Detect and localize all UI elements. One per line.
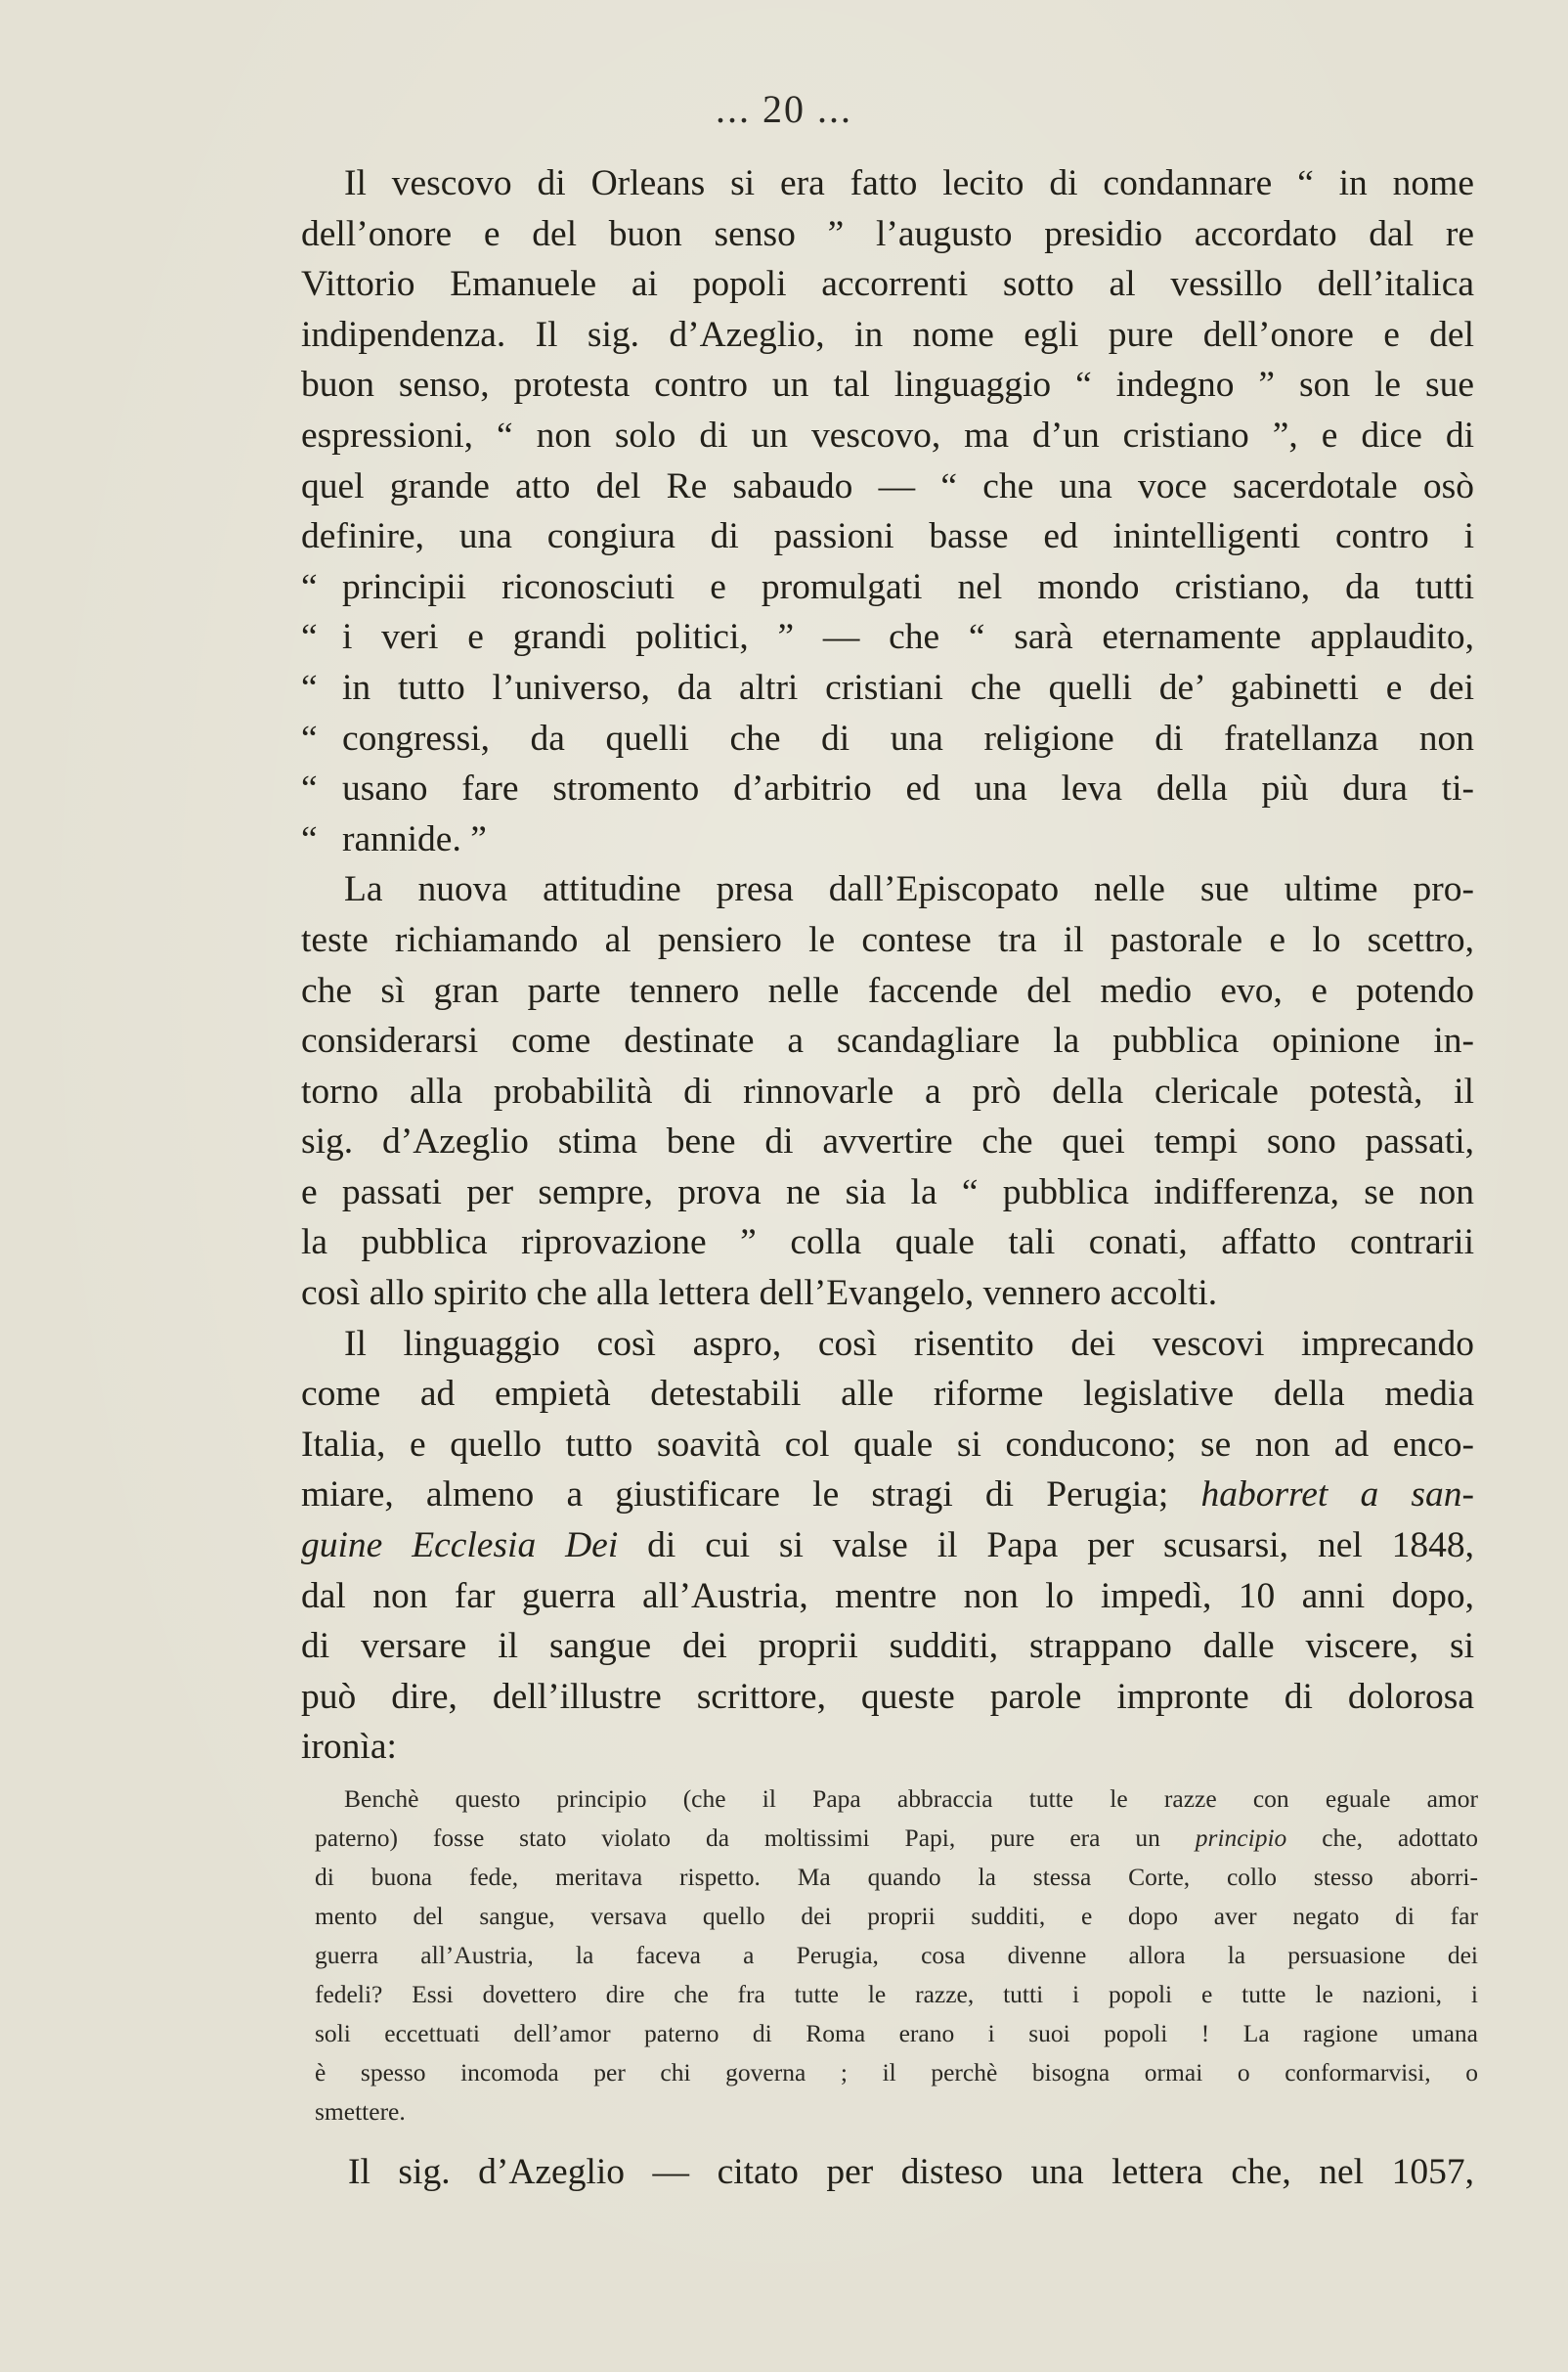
quoted-line-text: in tutto l’universo, da altri cristiani che quelli de’ gabinetti e dei — [342, 667, 1474, 708]
text-line: espressioni, “ non solo di un vescovo, ma d’un cristiano ”, e dice di — [301, 415, 1474, 456]
quoted-line-text: congressi, da quelli che di una religione di fratellanza non — [342, 718, 1474, 759]
footnote-line: guerra all’Austria, la faceva a Perugia, cosa divenne allora la persuasione dei — [315, 1941, 1478, 1969]
text-segment: miare, almeno a giustificare le stragi di Perugia; — [301, 1474, 1169, 1515]
text-line: così allo spirito che alla lettera dell’Evangelo, vennero accolti. — [301, 1273, 1218, 1314]
main-text — [301, 158, 1474, 1773]
footnote-line: soli eccettuati dell’amor paterno di Roma erano i suoi popoli ! La ragione umana — [315, 2019, 1478, 2047]
text-line — [301, 1470, 1474, 1520]
text-line — [301, 1520, 1474, 1571]
text-segment: paterno) fosse stato violato da moltissimi Papi, pure era un — [315, 1823, 1160, 1852]
quoted-line-text: usano fare stromento d’arbitrio ed una leva della più dura ti- — [342, 769, 1474, 810]
text-line: teste richiamando al pensiero le contese tra il pastorale e lo scettro, — [301, 919, 1474, 960]
footnote-line: di buona fede, meritava rispetto. Ma quando la stessa Corte, collo stesso aborri- — [315, 1863, 1478, 1891]
text-line: Il sig. d’Azeglio — citato per disteso una lettera che, nel 1057, — [348, 2152, 1474, 2192]
text-line: la pubblica riprovazione ” colla quale tali conati, affatto contrarii — [301, 1222, 1474, 1263]
closing-paragraph — [348, 2147, 1474, 2198]
text-segment: che, adottato — [1322, 1823, 1478, 1852]
text-line: Il vescovo di Orleans si era fatto lecito di condannare “ in nome — [344, 163, 1474, 203]
text-line: Il linguaggio così aspro, così risentito dei vescovi imprecando — [344, 1323, 1474, 1364]
paragraph-3 — [301, 1319, 1474, 1773]
quote-mark: “ — [301, 818, 318, 859]
emphasis: principio — [1195, 1823, 1287, 1852]
quote-mark: “ — [301, 769, 318, 810]
text-line: Vittorio Emanuele ai popoli accorrenti sotto al vessillo dell’italica — [301, 264, 1474, 305]
text-line: come ad empietà detestabili alle riforme legislative della media — [301, 1374, 1474, 1415]
text-line: dal non far guerra all’Austria, mentre non lo impedì, 10 anni dopo, — [301, 1575, 1474, 1616]
quoted-line-text: i veri e grandi politici, ” — che “ sarà eternamente applaudito, — [342, 617, 1474, 658]
page-number: ... 20 ... — [716, 87, 852, 131]
quoted-line-text: principii riconosciuti e promulgati nel mondo cristiano, da tutti — [342, 566, 1474, 607]
text-line: sig. d’Azeglio stima bene di avvertire che quei tempi sono passati, — [301, 1121, 1474, 1163]
text-line: definire, una congiura di passioni basse ed inintelligenti contro i — [301, 516, 1474, 557]
footnote-quote — [315, 1779, 1478, 2131]
quote-mark: “ — [301, 718, 318, 759]
quote-mark: “ — [301, 566, 318, 607]
latin-quote: guine Ecclesia Dei — [301, 1525, 619, 1566]
footnote-line: smettere. — [315, 2097, 406, 2126]
text-line: considerarsi come destinate a scandagliare la pubblica opinione in- — [301, 1021, 1474, 1062]
quoted-line — [301, 814, 1474, 865]
text-line: che sì gran parte tennero nelle faccende del medio evo, e potendo — [301, 970, 1474, 1011]
paragraph-2 — [301, 864, 1474, 1318]
text-segment: di cui si valse il Papa per scusarsi, nel 1848, — [647, 1525, 1475, 1566]
text-line: La nuova attitudine presa dall’Episcopato nelle sue ultime pro- — [344, 869, 1474, 910]
quoted-line — [301, 562, 1474, 613]
text-line: di versare il sangue dei proprii sudditi, strappano dalle viscere, si — [301, 1626, 1474, 1667]
text-line: torno alla probabilità di rinnovarle a prò della clericale potestà, il — [301, 1071, 1474, 1112]
footnote-line: è spesso incomoda per chi governa ; il perchè bisogna ormai o conformarvisi, o — [315, 2058, 1478, 2086]
text-line: Italia, e quello tutto soavità col quale si conducono; se non ad enco- — [301, 1424, 1474, 1465]
quoted-line — [301, 612, 1474, 663]
quoted-line — [301, 663, 1474, 714]
text-line: può dire, dell’illustre scrittore, queste parole impronte di dolorosa — [301, 1676, 1474, 1717]
text-line: buon senso, protesta contro un tal linguaggio “ indegno ” son le sue — [301, 365, 1474, 406]
text-line: quel grande atto del Re sabaudo — “ che una voce sacerdotale osò — [301, 465, 1474, 506]
quoted-line — [301, 714, 1474, 765]
text-line: indipendenza. Il sig. d’Azeglio, in nome egli pure dell’onore e del — [301, 314, 1474, 355]
quote-mark: “ — [301, 667, 318, 708]
footnote-line — [315, 1819, 1478, 1858]
footnote-line: Benchè questo principio (che il Papa abbraccia tutte le razze con eguale amor — [344, 1784, 1478, 1813]
text-line: dell’onore e del buon senso ” l’augusto presidio accordato dal re — [301, 213, 1474, 254]
latin-quote: haborret a san- — [1200, 1474, 1474, 1515]
footnote-line: mento del sangue, versava quello dei proprii sudditi, e dopo aver negato di far — [315, 1902, 1478, 1930]
quote-mark: “ — [301, 617, 318, 658]
footnote-line: fedeli? Essi dovettero dire che fra tutte le razze, tutti i popoli e tutte le nazioni, i — [315, 1980, 1478, 2008]
quoted-line — [301, 764, 1474, 814]
paragraph-1 — [301, 158, 1474, 864]
text-line: e passati per sempre, prova ne sia la “ pubblica indifferenza, se non — [301, 1171, 1474, 1212]
quoted-line-text: rannide. ” — [342, 818, 487, 859]
text-line: ironìa: — [301, 1727, 397, 1768]
